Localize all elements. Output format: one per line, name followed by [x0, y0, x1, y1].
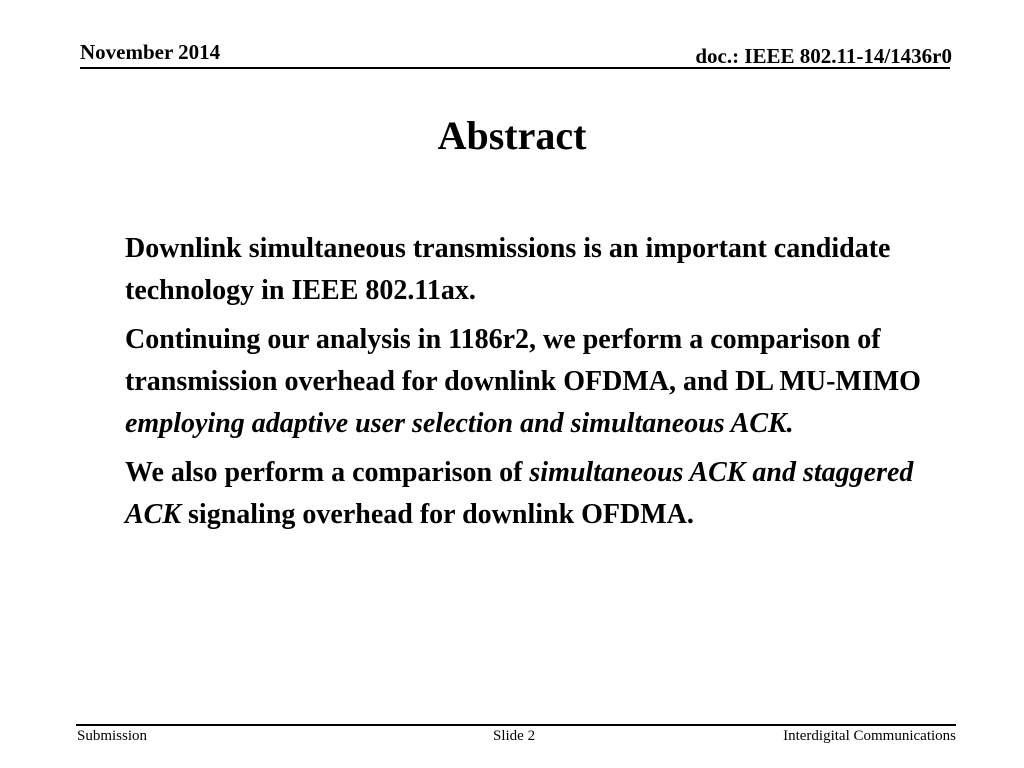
footer-slide-number: Slide 2 — [493, 728, 536, 744]
header-divider — [80, 67, 950, 69]
paragraph-3-text-start: We also perform a comparison of — [125, 457, 530, 488]
slide-body — [125, 228, 925, 543]
paragraph-3-italic: simultaneous ACK and staggered ACK — [125, 457, 914, 530]
paragraph-1: Downlink simultaneous transmissions is an important candidate technology in IEEE 802.11ax. — [125, 233, 891, 306]
document-id: doc.: IEEE 802.11-14/1436r0 — [695, 44, 952, 68]
paragraph-2-italic: employing adaptive user selection and simultaneous ACK. — [125, 408, 794, 439]
footer-organization: Interdigital Communications — [783, 728, 956, 744]
slide-title: Abstract — [437, 113, 587, 158]
paragraph-2 — [125, 319, 925, 445]
paragraph-3 — [125, 452, 925, 536]
paragraph-2-text: Continuing our analysis in 1186r2, we perform a comparison of transmission overhead for downlink OFDMA, and DL MU-MIMO — [125, 324, 921, 397]
header-date: November 2014 — [80, 40, 221, 64]
paragraph-3-text-end: signaling overhead for downlink OFDMA. — [181, 499, 694, 530]
footer-submission: Submission — [77, 728, 148, 744]
footer-divider — [76, 724, 956, 726]
